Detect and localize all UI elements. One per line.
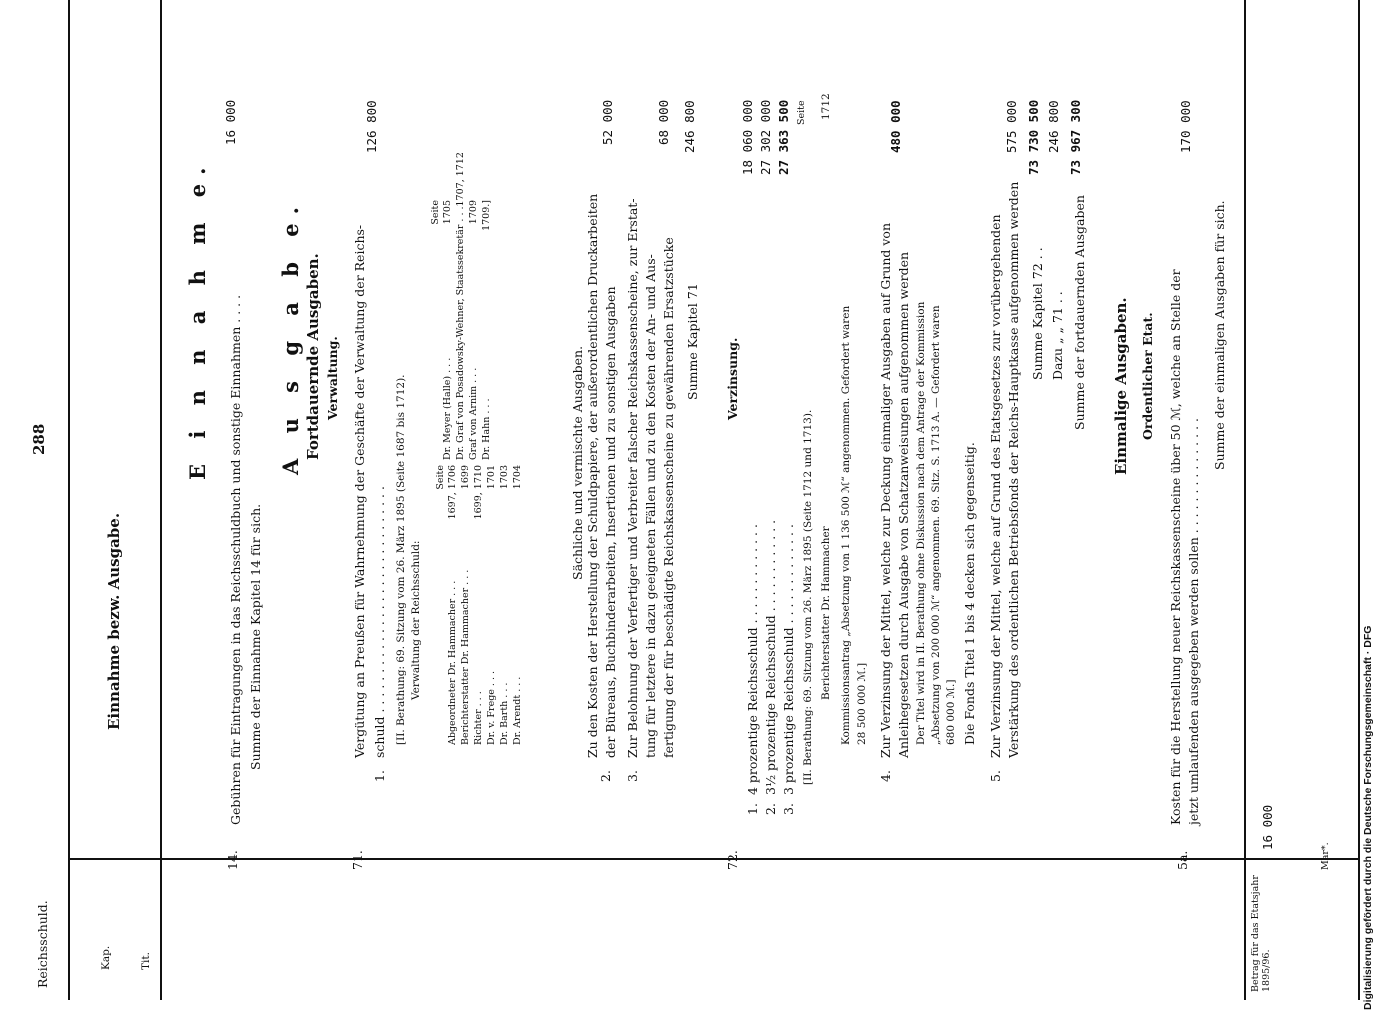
ausgabe-heading: A u s g a b e. <box>278 198 303 475</box>
speaker-seite: 1703 <box>499 465 510 490</box>
t3-line-c: fertigung der für beschädigte Reichskassenscheine zu gewährenden Ersatzstücke <box>661 237 676 758</box>
speaker-name: Richter . . . <box>473 691 484 745</box>
z3-note: [II. Berathung: 69. Sitzung vom 26. März 1895 (Seite 1712 und 1713). <box>802 409 814 785</box>
z5-value-amount: 575 000 <box>1004 100 1019 153</box>
t1-note: [II. Berathung: 69. Sitzung vom 26. März 1895 (Seite 1687 bis 1712). <box>395 374 407 745</box>
col-amount-head: Betrag für das Etatsjahr 1895/96. <box>1250 875 1272 992</box>
z4-note-e: 680 000 ℳ.] <box>945 679 957 745</box>
speaker-seite: 1707, 1712 <box>455 152 466 207</box>
speaker-row <box>498 465 511 745</box>
col-tit-head: Tit. <box>140 952 152 970</box>
z3-note2: Berichterstatter Dr. Hammacher <box>820 526 832 700</box>
speaker-name: Dr. Arendt . . . <box>512 676 523 745</box>
page-number: 288 <box>30 423 48 455</box>
speaker-name: Dr. Barth . . . <box>499 682 510 745</box>
sachliche-heading: Sächliche und vermischte Ausgaben. <box>570 345 585 580</box>
einmalige-line-b: jetzt umlaufenden ausgegeben werden sollen . . . . . . . . . . . . . . . <box>1186 417 1201 825</box>
speaker-row <box>511 465 524 745</box>
t1-value-amount: 126 800 <box>364 100 379 153</box>
ordentlicher-etat-heading: Ordentlicher Etat. <box>1140 312 1155 440</box>
z3-line: 3 prozentige Reichsschuld . . . . . . . . . . . . . <box>781 524 796 795</box>
speaker-seite: 1697, 1706 <box>447 465 458 520</box>
verzinsung-heading: Verzinsung. <box>725 337 740 420</box>
einmalige-line-a: Kosten für die Herstellung neuer Reichskassenscheine über 50 ℳ, welche an Stelle der <box>1168 269 1183 825</box>
kap-5a: 5a. <box>1175 850 1190 870</box>
speaker-row <box>454 152 467 460</box>
t1-line-b: schuld . . . . . . . . . . . . . . . . . . . . . . . . . . . . . <box>372 486 387 758</box>
speaker-seite: 1705 <box>442 200 453 225</box>
einnahme-sum: Summe der Einnahme Kapitel 14 für sich. <box>248 503 263 770</box>
speaker-name: Graf von Arnim . . . <box>468 367 479 460</box>
speaker-row <box>446 465 459 745</box>
t2-value-amount: 52 000 <box>600 100 615 146</box>
speaker-name: Abgeordneter Dr. Hammacher . . . <box>447 580 458 745</box>
speaker-seite: 1704 <box>512 465 523 490</box>
speaker-row <box>441 200 454 460</box>
speaker-row <box>472 465 485 745</box>
z1-line: 4 prozentige Reichsschuld . . . . . . . . . . . . . <box>745 524 760 795</box>
col-unit-head: Mar*. <box>1320 842 1331 870</box>
digitization-note: Digitalisierung gefördert durch die Deutsche Forschungsgemeinschaft · DFG <box>1362 625 1374 1010</box>
speaker-name: Berichterstatter Dr. Hammacher . . . <box>460 569 471 745</box>
t3-value-amount: 68 000 <box>656 100 671 146</box>
tit-72-1: 1. <box>745 803 760 815</box>
tit-72-5: 5. <box>988 770 1003 782</box>
speaker-name: Dr. Hahn . . . <box>481 398 492 460</box>
tit-72-4: 4. <box>878 770 893 782</box>
col-kap-head: Kap. <box>100 945 112 970</box>
seite-header: Seite <box>430 200 441 225</box>
speaker-list-right <box>430 152 493 460</box>
speaker-name: Dr. Meyer (Halle) . . . <box>442 357 453 460</box>
header-row-separator <box>68 859 1358 861</box>
dazu-71-label: Dazu „ „ 71 . . <box>1050 291 1065 380</box>
z2-line: 3½ prozentige Reichsschuld . . . . . . . . . . . . <box>763 519 778 795</box>
col-title-head: Einnahme bezw. Ausgabe. <box>105 512 123 730</box>
z3-value-amount: 27 363 500 <box>776 100 791 176</box>
sum72-value-amount: 73 730 500 <box>1026 100 1041 176</box>
speaker-seite: 1699, 1710 <box>473 465 484 520</box>
z1-value-amount: 18 060 000 <box>740 100 755 176</box>
t1-line-a: Vergütung an Preußen für Wahrnehmung der Geschäfte der Verwaltung der Reichs- <box>352 224 367 758</box>
sumfort-value-amount: 73 967 300 <box>1068 100 1083 176</box>
dazu-value-amount: 246 800 <box>1046 100 1061 153</box>
sum-fort-label: Summe der fortdauernden Ausgaben <box>1072 195 1087 430</box>
speaker-seite: 1709 <box>468 200 479 225</box>
tit-71-3: 3. <box>625 770 640 782</box>
speaker-seite: 1699 <box>460 465 471 490</box>
tit-72-2: 2. <box>763 803 778 815</box>
z4-note-f: Die Fonds Titel 1 bis 4 decken sich gegenseitig. <box>962 442 977 745</box>
z4-note-c: Der Titel wird in II. Berathung ohne Diskussion nach dem Antrage der Kommission <box>915 301 927 745</box>
t1-note2: Verwaltung der Reichsschuld: <box>410 540 422 700</box>
t3-line-b: tung für letztere in dazu geeigneten Fällen und zu den Kosten der An- und Aus- <box>643 254 658 758</box>
z3-note3: Kommissionsantrag „Absetzung von 1 136 500 ℳ“ angenommen. Gefordert waren <box>840 305 852 745</box>
speaker-row <box>480 200 493 460</box>
speaker-seite: 1709.] <box>481 200 492 231</box>
einmalige-value-amount: 170 000 <box>1178 100 1193 153</box>
header-bottom-line <box>160 0 162 1000</box>
speaker-row <box>459 465 472 745</box>
seite-header: Seite <box>435 465 446 490</box>
z5-line-b: Verstärkung des ordentlichen Betriebsfonds der Reichs-Hauptkasse aufgenommen werden <box>1006 181 1021 758</box>
verwaltung-heading: Verwaltung. <box>325 336 340 420</box>
z3-note4: 28 500 000 ℳ.] <box>856 662 868 745</box>
z5-line-a: Zur Verzinsung der Mittel, welche auf Grund des Etatsgesetzes zur vorübergehenden <box>988 214 1003 758</box>
speaker-name: Dr. Graf von Posadowsky-Wehner, Staatssekretär . . . <box>455 206 466 460</box>
tit-72-3: 3. <box>781 803 796 815</box>
t3-line-a: Zur Belohnung der Verfertiger und Verbreiter falscher Reichskassenscheine, zur Erstat- <box>625 198 640 758</box>
t2-line-a: Zu den Kosten der Herstellung der Schuldpapiere, der außerordentlichen Druckarbeiten <box>585 193 600 758</box>
speaker-seite: 1701 <box>486 465 497 490</box>
kap-14: 14. <box>225 850 240 870</box>
speaker-row <box>467 200 480 460</box>
kap-72: 72. <box>725 850 740 870</box>
sum71-value-amount: 246 800 <box>682 100 697 153</box>
t2-line-b: der Büreaus, Buchbinderarbeiten, Insertionen und zu sonstigen Ausgaben <box>603 286 618 758</box>
fortdauernde-heading: Fortdauernde Ausgaben. <box>304 253 322 460</box>
amount-column-separator <box>1244 0 1246 1000</box>
speaker-list-left <box>435 465 524 745</box>
einnahme-value: 16 000 <box>1260 804 1275 850</box>
einnahme-line: Gebühren für Eintragungen in das Reichsschuldbuch und sonstige Einnahmen . . . . <box>228 294 243 825</box>
einnahme-value-amount: 16 000 <box>223 100 238 146</box>
kap-71: 71. <box>350 850 365 870</box>
z4-line-a: Zur Verzinsung der Mittel, welche zur Deckung einmaliger Ausgaben auf Grund von <box>878 222 893 758</box>
running-head-section: Reichsschuld. <box>35 900 50 988</box>
digitization-sidebar <box>1362 10 1386 1010</box>
z3-note-seite: Seite <box>796 100 807 125</box>
z4-note-d: „Absetzung von 200 000 ℳ“ angenommen. 69. Sitz. S. 1713 A. — Gefordert waren <box>930 305 942 745</box>
sum-71-label: Summe Kapitel 71 <box>685 283 700 400</box>
einmalige-sum: Summe der einmaligen Ausgaben für sich. <box>1212 200 1227 470</box>
speaker-name: Dr. v. Frege . . . <box>486 670 497 745</box>
einmalige-heading: Einmalige Ausgaben. <box>1112 297 1130 475</box>
z4-value-amount: 480 000 <box>888 100 903 153</box>
speaker-row <box>485 465 498 745</box>
tit-71-2: 2. <box>598 770 613 782</box>
frame-bottom-line <box>1358 0 1360 1000</box>
tit-71-1: 1. <box>372 770 387 782</box>
sum-72-label: Summe Kapitel 72 . . <box>1030 247 1045 380</box>
frame-top-line <box>68 0 70 1000</box>
einnahme-heading: E i n n a h m e. <box>185 158 210 480</box>
z3-note2-seite: 1712 <box>820 93 832 120</box>
z2-value-amount: 27 302 000 <box>758 100 773 176</box>
z4-line-b: Anleihegesetzen durch Ausgabe von Schatzanweisungen aufgenommen werden <box>896 251 911 758</box>
